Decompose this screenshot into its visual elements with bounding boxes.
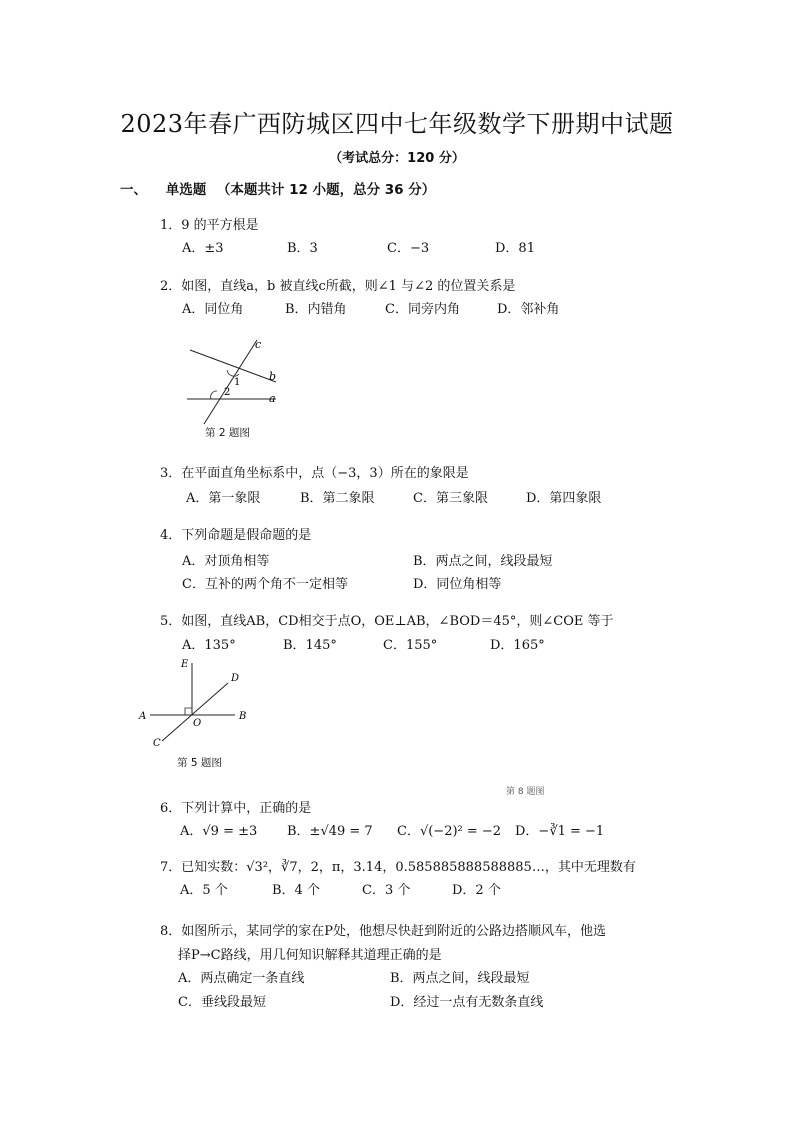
q5-option-b: B．145° — [283, 638, 337, 653]
q8-option-c: C．垂线段最短 — [178, 995, 266, 1010]
q4-option-d: D．同位角相等 — [413, 577, 502, 592]
label-O: O — [193, 718, 202, 729]
q2-option-b: B．内错角 — [285, 302, 347, 317]
q5-option-a: A．135° — [182, 638, 236, 653]
q7-option-a: A．5 个 — [180, 883, 228, 898]
question-3-stem: 3．在平面直角坐标系中，点（−3，3）所在的象限是 — [160, 466, 469, 481]
page-title: 2023年春广西防城区四中七年级数学下册期中试题 — [120, 110, 674, 138]
q6-option-d: D．−∛1 = −1 — [515, 824, 605, 839]
label-A: A — [139, 711, 147, 722]
question-8-stem-line-1: 8．如图所示，某同学的家在P处，他想尽快赶到附近的公路边搭顺风车，他选 — [160, 924, 607, 939]
section-note: （本题共计 12 小题，总分 36 分） — [216, 182, 436, 198]
label-c: c — [255, 338, 262, 351]
q8-option-a: A．两点确定一条直线 — [178, 971, 305, 986]
q7-option-d: D．2 个 — [452, 883, 501, 898]
q6-option-b: B．±√49 = 7 — [287, 824, 373, 839]
label-angle-1: 1 — [234, 377, 241, 388]
exam-total-score: （考试总分：120 分） — [329, 151, 465, 166]
q8-option-b: B．两点之间，线段最短 — [390, 971, 530, 986]
q6-option-c: C．√(−2)² = −2 — [397, 824, 502, 839]
label-angle-2: 2 — [224, 387, 231, 398]
stray-figure-label: 第 8 题图 — [506, 787, 545, 797]
label-b: b — [269, 370, 277, 383]
q5-option-c: C．155° — [383, 638, 438, 653]
label-D: D — [231, 673, 240, 684]
q5-option-d: D．165° — [490, 638, 545, 653]
q1-option-b: B．3 — [287, 241, 318, 256]
section-header — [120, 178, 435, 198]
section-name: 单选题 — [165, 182, 207, 198]
label-E: E — [181, 659, 189, 670]
q3-option-d: D．第四象限 — [526, 491, 602, 506]
figure-q5-caption: 第 5 题图 — [177, 757, 222, 769]
question-8-stem-line-2: 择P→C路线，用几何知识解释其道理正确的是 — [178, 948, 442, 963]
q1-option-a: A．±3 — [182, 241, 224, 256]
q8-option-d: D．经过一点有无数条直线 — [390, 995, 544, 1010]
figure-q2-transversal — [180, 332, 290, 427]
q7-option-b: B．4 个 — [272, 883, 320, 898]
q1-option-d: D．81 — [495, 241, 535, 256]
question-4-stem: 4．下列命题是假命题的是 — [160, 528, 312, 543]
question-6-stem: 6．下列计算中，正确的是 — [160, 801, 312, 816]
section-number: 一、 — [120, 182, 147, 198]
q2-option-a: A．同位角 — [182, 302, 244, 317]
question-5-stem: 5．如图，直线AB，CD相交于点O，OE⊥AB，∠BOD＝45°，则∠COE 等于 — [160, 614, 614, 629]
q4-option-c: C．互补的两个角不一定相等 — [182, 577, 348, 592]
question-1-stem: 1．9 的平方根是 — [160, 218, 259, 233]
q1-option-c: C．−3 — [387, 241, 430, 256]
q3-option-c: C．第三象限 — [413, 491, 488, 506]
label-C: C — [153, 738, 161, 749]
q7-option-c: C．3 个 — [362, 883, 411, 898]
question-2-stem: 2．如图，直线a，b 被直线c所截，则∠1 与∠2 的位置关系是 — [160, 279, 516, 294]
q3-option-b: B．第二象限 — [300, 491, 375, 506]
label-a: a — [269, 392, 276, 405]
label-B: B — [239, 711, 247, 722]
q6-option-a: A．√9 = ±3 — [180, 824, 258, 839]
q4-option-a: A．对顶角相等 — [182, 554, 270, 569]
question-7-stem: 7．已知实数：√3²，∛7，2，π，3.14，0.585885888588885…，其中无理数有 — [160, 860, 636, 875]
figure-q5-intersecting-lines — [135, 655, 260, 750]
q2-option-c: C．同旁内角 — [385, 302, 460, 317]
q3-option-a: A．第一象限 — [186, 491, 261, 506]
q4-option-b: B．两点之间，线段最短 — [413, 554, 553, 569]
figure-q2-caption: 第 2 题图 — [205, 427, 250, 439]
q2-option-d: D．邻补角 — [497, 302, 560, 317]
